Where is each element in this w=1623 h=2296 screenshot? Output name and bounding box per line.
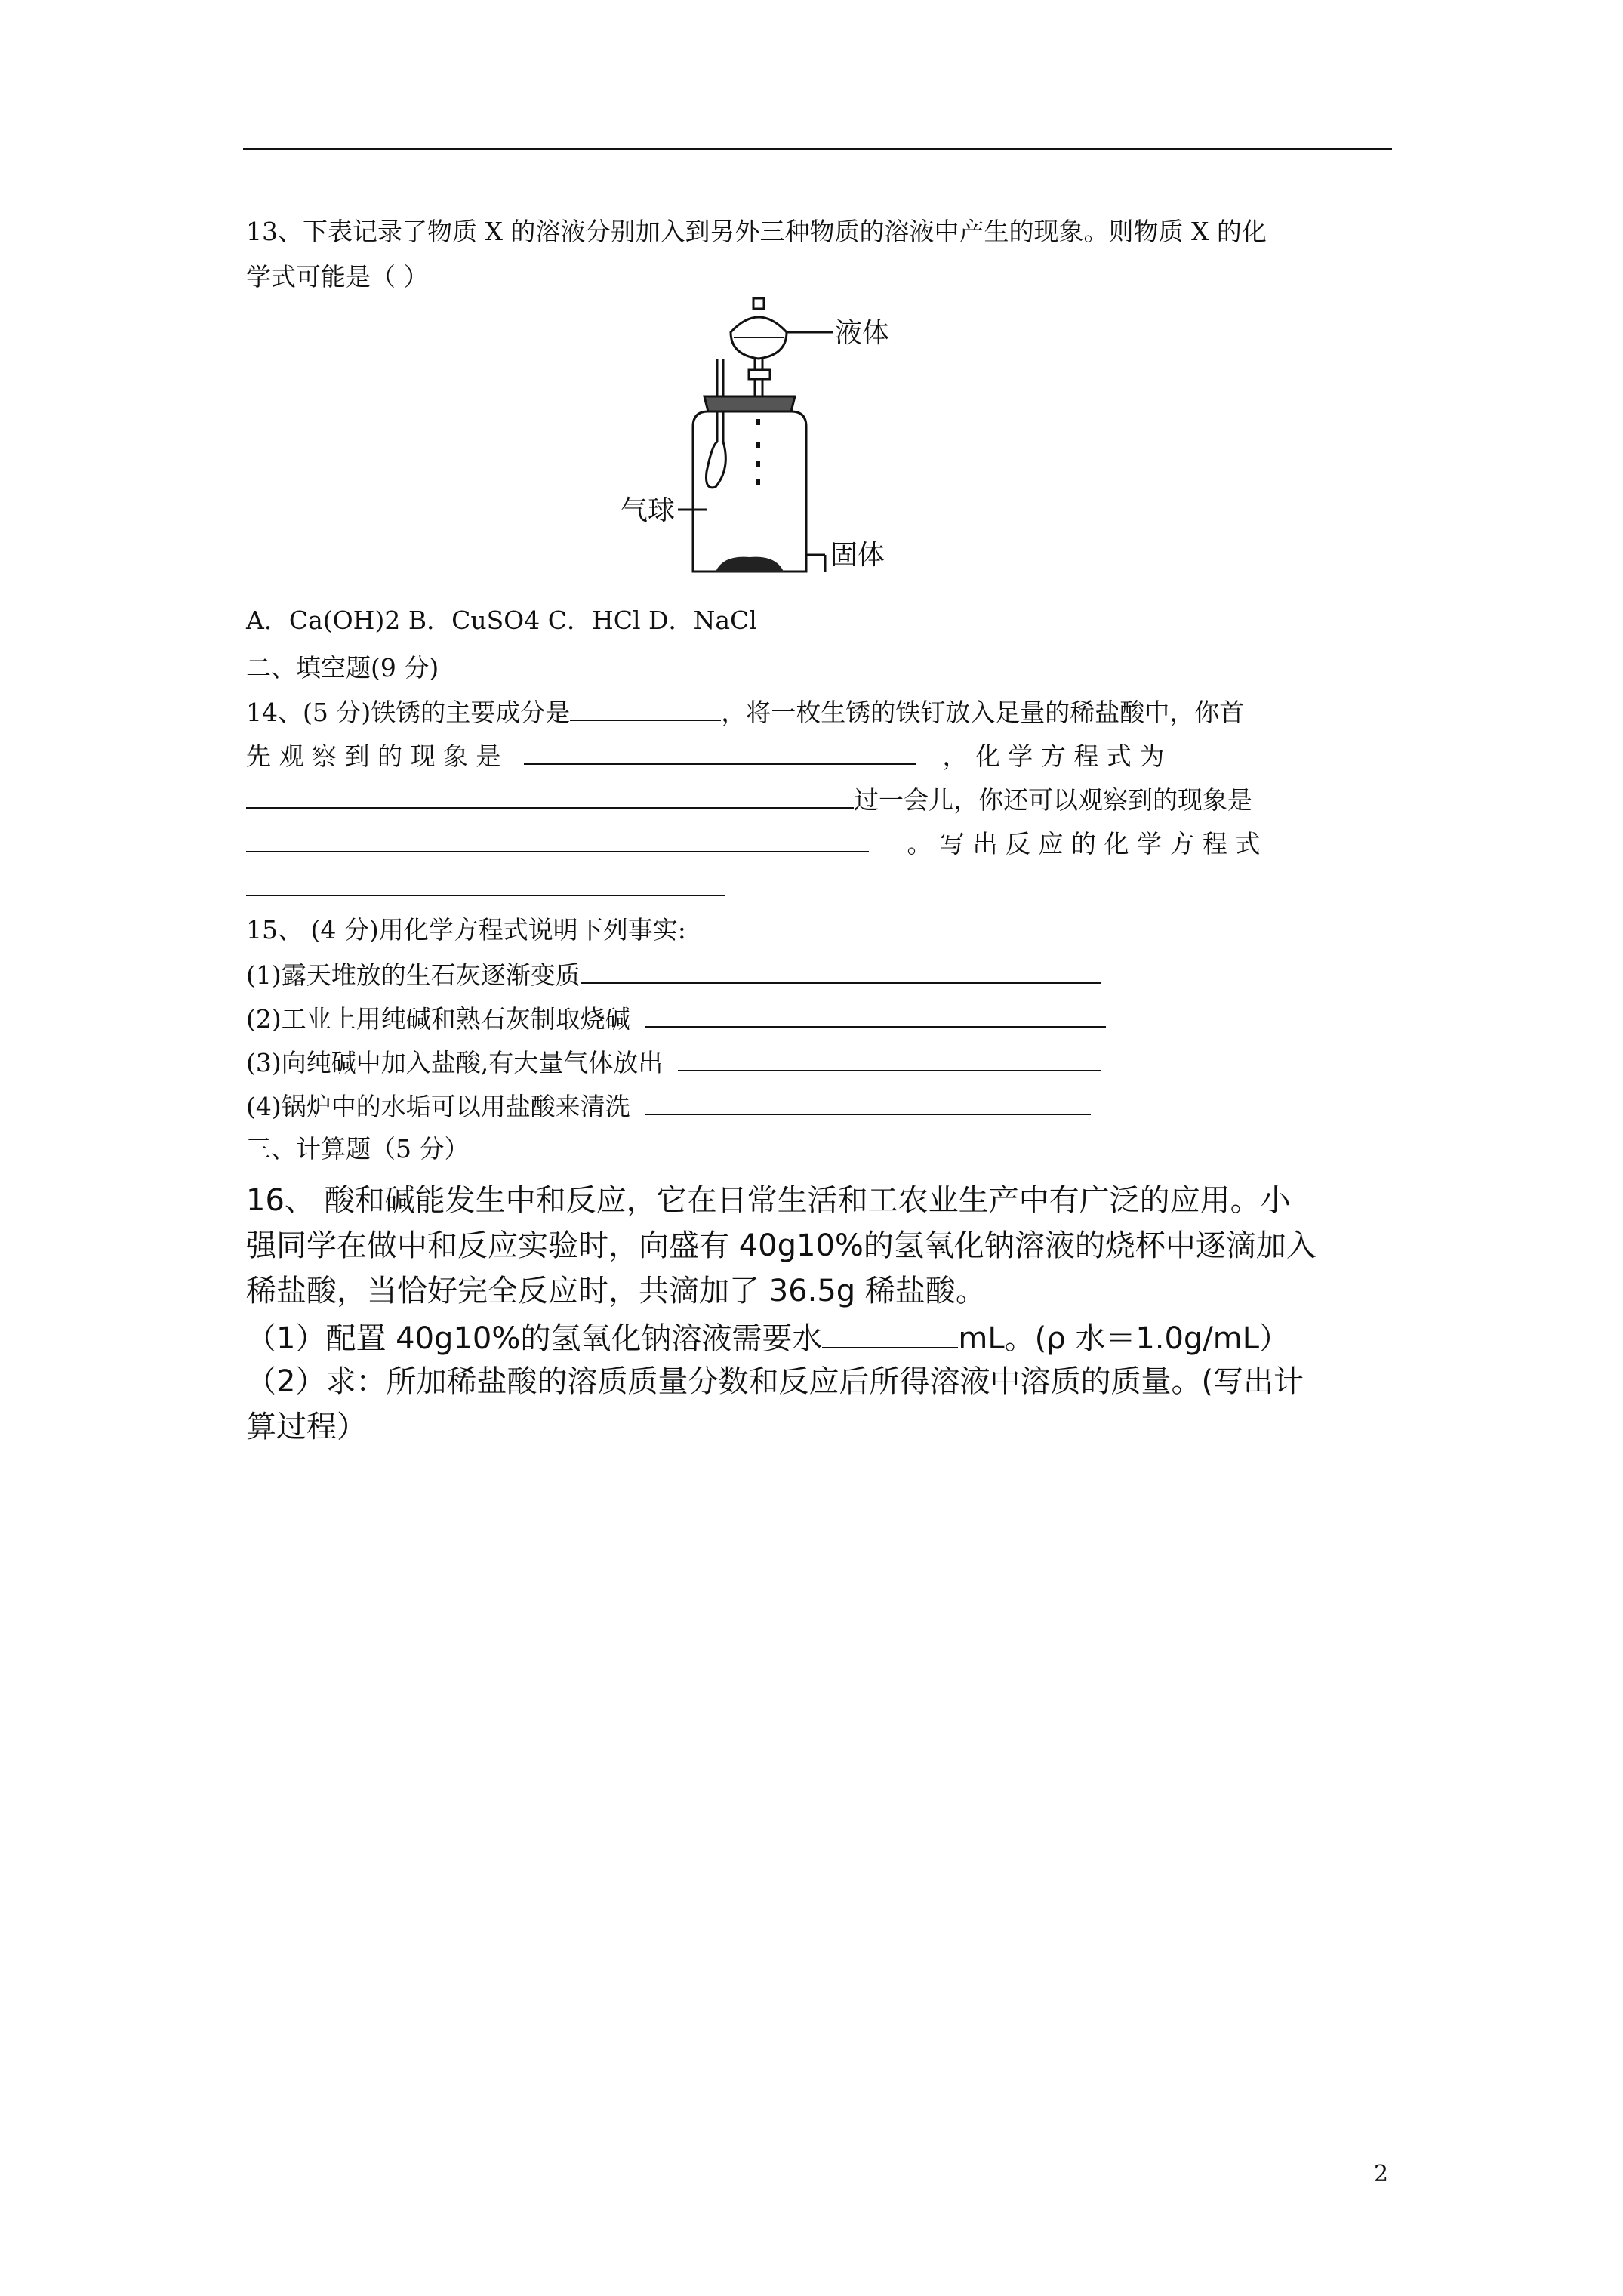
header-rule [243, 148, 1392, 150]
q13-line2: 学式可能是（ ） [246, 262, 429, 291]
label-solid: 固体 [830, 540, 885, 571]
q14-line2 [246, 742, 1164, 769]
q14-part4: ， 化 学 方 程 式 为 [942, 741, 1165, 771]
answer-blank[interactable] [645, 1093, 1091, 1115]
answer-blank[interactable] [246, 874, 725, 896]
q16-line2: 强同学在做中和反应实验时，向盛有 40g10%的氢氧化钠溶液的烧杯中逐滴加入 [246, 1228, 1317, 1263]
answer-blank[interactable] [645, 1005, 1106, 1028]
answer-blank[interactable] [570, 698, 721, 721]
q14-part5: 过一会儿，你还可以观察到的现象是 [854, 785, 1252, 815]
q16-line1: 16、 酸和碱能发生中和反应，它在日常生活和工农业生产中有广泛的应用。小 [246, 1183, 1291, 1218]
q15-item: (2)工业上用纯碱和熟石灰制取烧碱 [246, 1005, 1106, 1031]
section2-title: 二、填空题(9 分) [246, 653, 439, 683]
label-balloon: 气球 [621, 495, 676, 526]
gas-generator-apparatus-figure [621, 298, 950, 585]
answer-blank[interactable] [678, 1049, 1101, 1071]
q16-line3: 稀盐酸，当恰好完全反应时，共滴加了 36.5g 稀盐酸。 [246, 1274, 986, 1308]
q16-line5: （2）求：所加稀盐酸的溶质质量分数和反应后所得溶液中溶质的质量。(写出计 [246, 1364, 1304, 1399]
answer-blank[interactable] [822, 1321, 958, 1348]
answer-blank[interactable] [246, 830, 869, 852]
q13-line1: 13、下表记录了物质 X 的溶液分别加入到另外三种物质的溶液中产生的现象。则物质 X 的化 [246, 217, 1267, 246]
answer-blank[interactable] [246, 786, 854, 809]
q14-line4 [246, 830, 1260, 856]
q14-line1 [246, 698, 1244, 725]
q16-line4: （1）配置 40g10%的氢氧化钠溶液需要水 mL。(ρ 水＝1.0g/mL） [246, 1321, 1290, 1356]
page-number: 2 [1374, 2161, 1389, 2187]
q14-line5 [246, 874, 725, 900]
q14-part2: ，将一枚生锈的铁钉放入足量的稀盐酸中，你首 [721, 698, 1245, 727]
q15-title: 15、 (4 分)用化学方程式说明下列事实: [246, 915, 686, 945]
q16-line6: 算过程） [246, 1410, 367, 1444]
answer-blank[interactable] [524, 742, 916, 765]
label-liquid: 液体 [835, 318, 890, 349]
q14-part1: 14、(5 分)铁锈的主要成分是 [246, 698, 571, 727]
q15-item: (3)向纯碱中加入盐酸,有大量气体放出 [246, 1049, 1101, 1075]
q14-part3: 先 观 察 到 的 现 象 是 [246, 741, 501, 771]
q14-line3 [246, 785, 1252, 815]
q14-part6: 。 写 出 反 应 的 化 学 方 程 式 [907, 829, 1261, 858]
q15-item: (4)锅炉中的水垢可以用盐酸来清洗 [246, 1093, 1091, 1119]
q13-options: A．Ca(OH)2 B．CuSO4 C．HCl D．NaCl [246, 606, 757, 635]
q15-item: (1)露天堆放的生石灰逐渐变质 [246, 961, 1101, 988]
answer-blank[interactable] [581, 961, 1101, 984]
section3-title: 三、计算题（5 分） [246, 1134, 470, 1163]
